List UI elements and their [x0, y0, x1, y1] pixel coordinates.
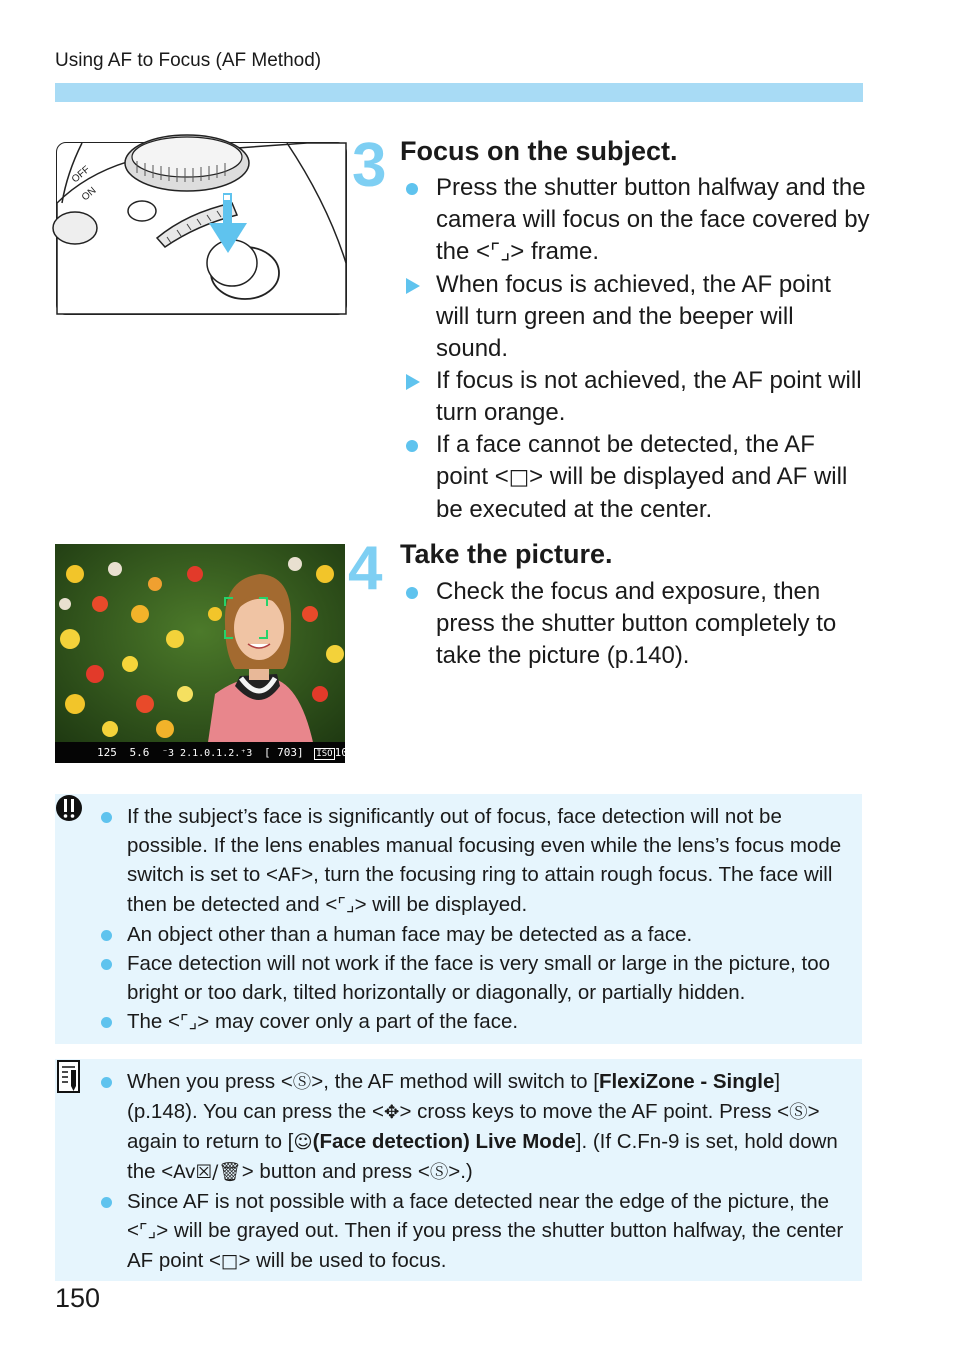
step4-list — [400, 576, 870, 672]
set-button-icon: Ⓢ — [292, 1072, 312, 1093]
iso-label: ISO — [316, 749, 333, 759]
memo-list — [55, 1067, 855, 1276]
bullet-icon — [406, 587, 418, 599]
face-detection-live-mode-label: (Face detection) Live Mode — [312, 1130, 576, 1153]
bullet-icon — [101, 812, 112, 823]
live-view-photo — [55, 544, 355, 763]
list-item: When focus is achieved, the AF point will turn green and the beeper will sound. — [400, 269, 870, 365]
list-item: If focus is not achieved, the AF point will turn orange. — [400, 365, 870, 429]
page-number: 150 — [55, 1283, 101, 1313]
exposure-scale: ⁻3 2.1.0.1.2.⁺3 — [162, 748, 253, 759]
svg-text:OFF: OFF — [69, 164, 93, 186]
step-number-3: 3 — [352, 131, 385, 200]
running-header: Using AF to Focus (AF Method) — [55, 50, 322, 71]
list-item: Check the focus and exposure, then press the shutter button completely to take the picture (p.140). — [400, 576, 870, 672]
result-arrow-icon — [406, 374, 420, 390]
bullet-icon — [406, 183, 418, 195]
aperture-value: 5.6 — [129, 746, 150, 759]
shots-remaining: [ 703] — [263, 746, 304, 759]
av-erase-button-icon: Av☒/🗑 — [173, 1162, 242, 1183]
svg-text:ON: ON — [79, 185, 99, 204]
list-item: If the subject’s face is significantly out of focus, face detection will not be possible. If the lens enables manual focusing even while the lens’s focus mode switch is set to <AF>, turn the focusing ring to attain rough focus. The face will then be detected and <⌜⌟> will be displayed. — [55, 802, 855, 920]
photo-scene — [55, 544, 345, 763]
lcd-info-bar — [55, 742, 355, 763]
face-frame-icon: ⌜⌟ — [138, 1221, 157, 1242]
af-mode-icon: AF — [277, 865, 302, 886]
cross-keys-icon: ✥ — [384, 1102, 400, 1123]
face-frame-icon: ⌜⌟ — [180, 1012, 198, 1033]
face-frame-icon: ⌜⌟ — [490, 240, 511, 265]
bullet-icon — [101, 1077, 112, 1088]
step3-list — [400, 172, 870, 526]
shutter-speed: 125 — [97, 746, 117, 759]
bullet-icon — [101, 959, 112, 970]
face-detection-icon: ☺ — [293, 1132, 313, 1153]
step-title-3: Focus on the subject. — [400, 136, 678, 166]
list-item: When you press <Ⓢ>, the AF method will switch to [FlexiZone - Single] (p.148). You can press the <✥> cross keys to move the AF point. Press <Ⓢ> again to return to [☺(Face detection) Live Mode]. (If C.Fn-9 is set, hold down the <Av☒/🗑> button and press <Ⓢ>.) — [55, 1067, 855, 1187]
list-item: Press the shutter button halfway and the camera will focus on the face covered by the <⌜⌟> frame. — [400, 172, 870, 269]
bullet-icon — [406, 440, 418, 452]
step-number-4: 4 — [348, 534, 381, 603]
bullet-icon — [101, 1017, 112, 1028]
caution-list — [55, 802, 855, 1037]
bullet-icon — [101, 930, 112, 941]
result-arrow-icon — [406, 278, 420, 294]
list-item: Face detection will not work if the face is very small or large in the picture, too bright or too dark, tilted horizontally or diagonally, or partially hidden. — [55, 949, 855, 1007]
flexizone-single-label: FlexiZone - Single — [598, 1070, 775, 1093]
camera-illustration — [56, 142, 347, 315]
iso-value: 100 — [334, 746, 355, 759]
header-bar — [55, 83, 863, 102]
list-item: The <⌜⌟> may cover only a part of the face. — [55, 1007, 855, 1037]
set-button-icon: Ⓢ — [789, 1102, 808, 1123]
caution-note — [55, 794, 862, 1044]
list-item: An object other than a human face may be detected as a face. — [55, 920, 855, 949]
step-title-4: Take the picture. — [400, 539, 613, 569]
face-frame-icon: ⌜⌟ — [337, 895, 355, 916]
memo-note — [55, 1059, 862, 1281]
bullet-icon — [101, 1197, 112, 1208]
list-item: If a face cannot be detected, the AF point <□> will be displayed and AF will be executed at the center. — [400, 429, 870, 526]
set-button-icon: Ⓢ — [429, 1162, 449, 1183]
list-item: Since AF is not possible with a face detected near the edge of the picture, the <⌜⌟> will be grayed out. Then if you press the shutter button halfway, the center AF point <□> will be used to focus. — [55, 1187, 855, 1276]
camera-shutter-drawing — [57, 143, 346, 314]
af-point-icon: □ — [221, 1251, 239, 1272]
af-point-icon: □ — [508, 465, 530, 490]
